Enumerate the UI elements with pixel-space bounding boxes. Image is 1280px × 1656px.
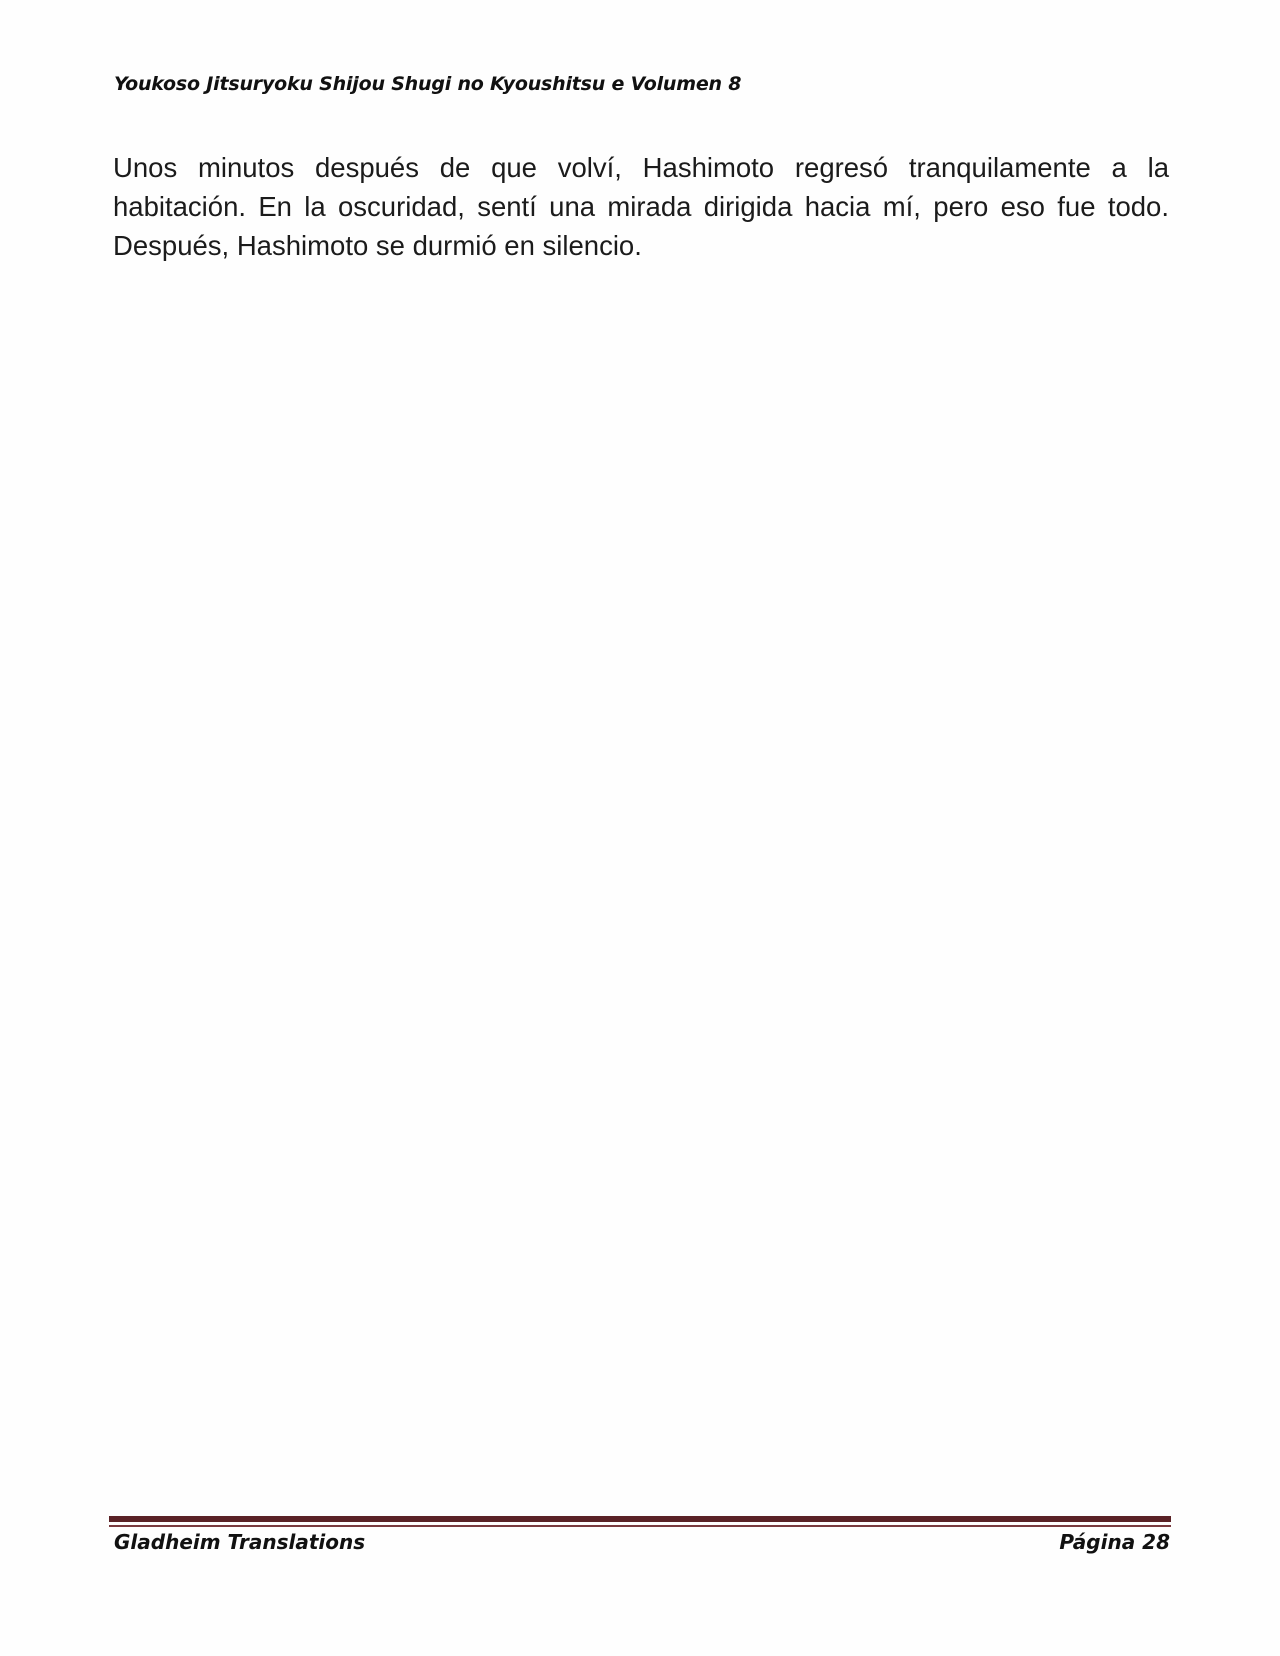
paragraph: Unos minutos después de que volví, Hashimoto regresó tranquilamente a la habitación. En la oscuridad, sentí una mirada dirigida hacia mí, pero eso fue todo. Después, Hashimoto se durmió en silencio. (113, 152, 1169, 261)
footer-rule-thin (109, 1525, 1171, 1527)
body-text (113, 148, 1169, 265)
header-title: Youkoso Jitsuryoku Shijou Shugi no Kyoushitsu e Volumen 8 (114, 73, 742, 95)
footer-rule (109, 1516, 1171, 1527)
footer-publisher: Gladheim Translations (114, 1530, 366, 1554)
footer-page-number: Página 28 (1059, 1530, 1170, 1554)
